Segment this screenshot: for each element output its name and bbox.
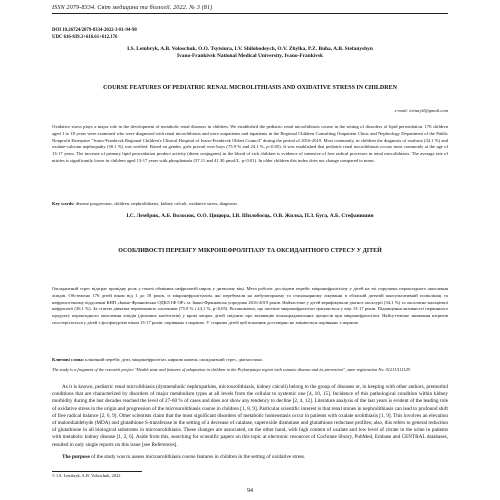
keywords-list-en: disease progression, children, nephrolithiasis, kidney calculi, oxidative stress, diagnosis. (75, 201, 239, 206)
funding-note: The study is a fragment of the research project "Health state and features of adaptation in children in the Prykarpattya region with somatic disease and its prevention", state registration No. 0121U111129. (52, 367, 411, 372)
purpose-text: of the study was to assess microurolithiasis course features in children in the setting of oxidative stress. (91, 454, 306, 460)
article-identifiers (52, 27, 137, 41)
purpose-paragraph (52, 454, 448, 461)
keywords-list-ua: клінічний перебіг, діти, мікронефролітіаз, ниркові камені, оксидантний стрес, діагностика. (85, 357, 263, 362)
footnote-rule (52, 471, 142, 472)
contact-email[interactable]: e-mail: irinaryll@gmail.com (394, 108, 448, 113)
article-title-ua: ОСОБЛИВОСТІ ПЕРЕБІГУ МІКРОНЕФРОЛІТІАЗУ ТА ОКСИДАНТНОГО СТРЕСУ У ДІТЕЙ (118, 248, 382, 254)
affiliation: Ivano-Frankivsk National Medical University, Ivano-Frankivsk (176, 53, 323, 59)
copyright-note: © I.S. Lembryk, A.B. Voloschuk, 2022 (52, 473, 121, 478)
introduction-paragraph: As it is known, pediatric renal microlithiasis (dysmetabolic nephropathies, microurolithiasis, kidney calculi) belong to the group of diseases or, in keeping with other authors, premorbid conditions that are characterized by disorders of major metabolism types at all levels from the cellular to systemic one [4, 10, 15]. Incidence of this pathological condition within kidney morbidity during the last decades reached the level of 27-60 % of cases and does not show any tendency to decline [2, 4, 12]. Literature analysis of the last years is evident of the leading role of oxidative stress in the origin and progression of the microurolithiasis course in children [1, 8, 9]. Particular scientific interest is that renal stones in nephrolithiasis can lead to profound shift of free radical balance [2, 6, 9]. Other scientists claim that the most significant disorders of metabolic homeostasis occur in patients with oxalate urolithiasis [1, 9]. This involves an elevation of malondialdehyde (MDA) and glutathione S-transferase in the setting of a decrease of catalase, superoxide dismutase and glutathione reductase profiles; also, this refers to general reduction of glutathione in all biological substrates in microurolithiasis. These changes are associated, on the other hand, with high content of oxalate and low level of citrate in the urine in patients with metabolic kidney disease [1, 2, 6]. Aside from this, searching for scientific papers on this topic at electronic resources of Cochrane library, PubMed, Embase and CENTRAL databases, resulted in only single reports on this issue [see References]. (52, 384, 448, 448)
header-rule (52, 13, 448, 14)
authors-english (52, 46, 448, 60)
page-number: 94 (247, 488, 253, 494)
authors-ukrainian: І.С. Лембрик, А.Б. Волосюк, О.О. Цицюра, І.В. Шилобоєць, О.В. Жилка, П.З. Буга, А.Б. Стефанишин (126, 213, 374, 219)
abstract-english: Oxidative stress plays a major role in the development of metabolic renal diseases in children. We established the pediatric renal microlithiasis course in the setting of disorders of lipid peroxidation. 176 children aged 1 to 18 years were examined who were diagnosed with renal microlithiasis and were outpatients and inpatients in the Regional Children Consulting Outpatient Clinic and Nephrology Department of the Public Nonprofit Enterprise "Ivano-Frankivsk Regional Children's Clinical Hospital of Ivano-Frankivsk Oblast Council" during the period of 2016-2019. Most commonly, in children the diagnosis of oxaluria (34.1 %) and oxalate-calcium nephropathy (30.1 %) was verified. Based on gender, girls prevail over boys (75.9 % and 24.1 %, p<0.05). It was established that pediatric renal microlithiasis occurs most commonly at the age of 13-17 years. The increase of primary lipid peroxidation product activity (diene conjugates) in the blood of sick children is evidence of intensive of free radical processes in renal microlithiasis. The average rate of nitrites is significantly lower in children aged 13-17 years with phosphaturia (37.11 and 41.30 μmol/L, p<0.01). In older children this index does not change compared to norm. (52, 124, 448, 163)
introduction-section (52, 384, 448, 454)
doi-text: DOI 10.26724/2079-8334-2022-3-81-94-98 (52, 28, 137, 33)
keywords-ukrainian (52, 357, 448, 364)
keywords-label-en: Key words: (52, 201, 75, 206)
purpose-label: The purpose (62, 454, 90, 460)
journal-header: ISSN 2079-8334. Світ медицини та біології. 2022. № 3 (81) (52, 4, 213, 11)
author-list-en: I.S. Lembryk, A.B. Voloschuk, O.O. Tsytsiura, I.V. Shilobodeych, O.V. Zhylka, P.Z. Buha, A.B. Stefanyshyn (127, 46, 373, 52)
keywords-label-ua: Ключові слова: (52, 357, 85, 362)
article-title-en: COURSE FEATURES OF PEDIATRIC RENAL MICROLITHIASIS AND OXIDATIVE STRESS IN CHILDREN (103, 85, 397, 91)
abstract-ukrainian: Оксидантний стрес відіграє провідну роль у генезі обмінних нефропатій нирок у дитячому віці. Мета роботи: дослідити перебіг мікронефролітіазу у дітей на тлі порушень пероксидного окислення ліпідів. Обстежено 176 дітей віком від 1 до 18 років, із мікронефролітіазом, які перебували на амбулаторному та стаціонарному лікуванні в обласній дитячій консультативній поліклініці та нефрологічному відділенні КНП «Івано-Франківська ОДКЛ ІФ ОР» м. Івано-Франківськ упродовж 2016-2019 років. Найчастіше у дітей верифікували діагноз оксалурії (34,1 %) та оксалатно-кальцієвої нефропатії (30,1 %). За статтю дівчатка переважають хлопчиків (75,9 % і 24,1 %, p<0,05). Встановлено, що частіше мікронефролітіаз трапляється у віці 13-17 років. Підвищення активності первинного продукту пероксидного окислення ліпідів (дієнових кон'югатів) у крові хворих дітей свідчить про активацію вільнорадикальних процесів при мікронефролітіазі. Найсуттєвіше зниження нітритів спостерігається у дітей з фосфатурією віком 13-17 років, порівняно з нормою. У старших дітей цей показник достовірно не змінюється порівняно з нормою. (52, 286, 448, 325)
keywords-english (52, 201, 448, 208)
udc-text: UDC 616-839.3+616.61+612.176 (52, 35, 118, 40)
